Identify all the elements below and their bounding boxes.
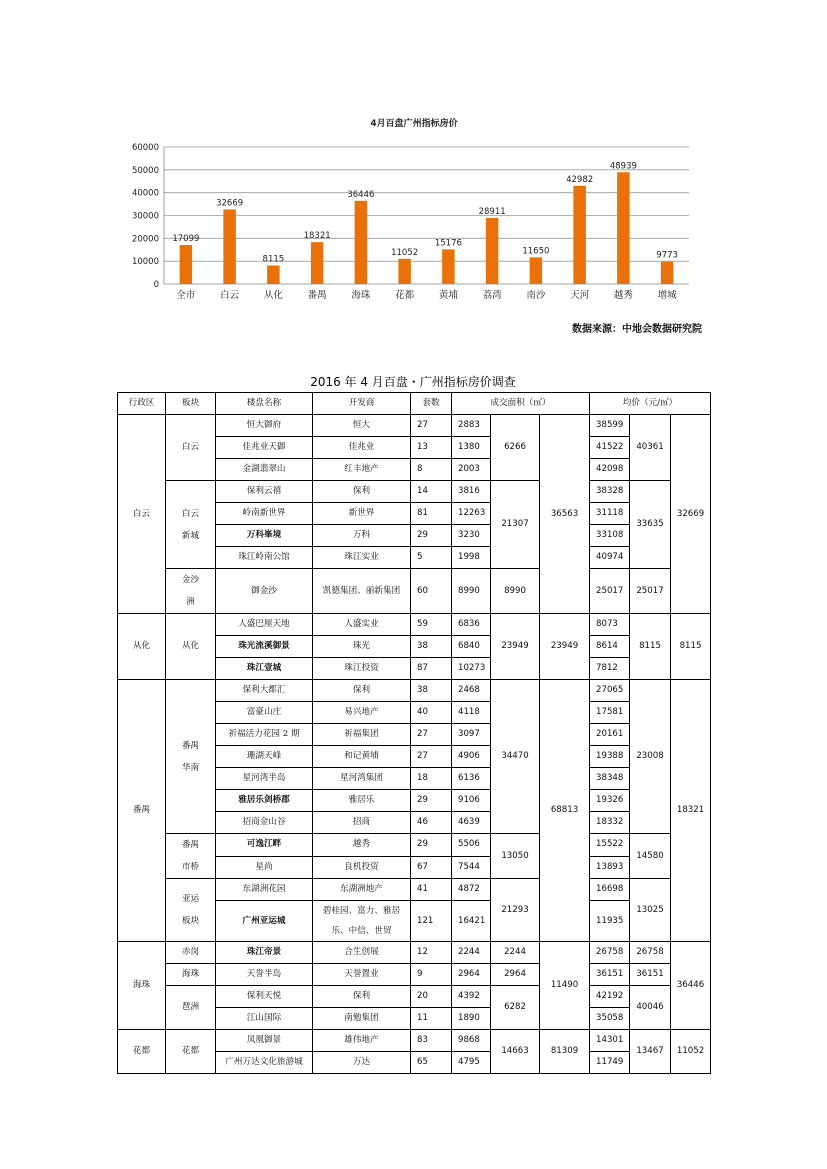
table-row: [118, 942, 711, 964]
x-tick-label: 海珠: [351, 290, 371, 300]
area-cell: 3230: [452, 525, 491, 547]
district-avg-cell: 36446: [671, 942, 711, 1030]
district-avg-cell: 8115: [671, 614, 711, 680]
price-cell: 38328: [590, 481, 630, 503]
project-name-cell: 珠光流溪御景: [216, 636, 313, 658]
project-name-cell: 珠江岭南公馆: [216, 547, 313, 569]
area-cell: 6136: [452, 768, 491, 790]
header-block: 板块: [166, 393, 216, 415]
units-cell: 121: [411, 901, 452, 942]
project-name-cell: 广州万达文化旅游城: [216, 1052, 313, 1074]
developer-cell: 雄伟地产: [313, 1030, 411, 1052]
area-cell: 2003: [452, 459, 491, 481]
area-cell: 16421: [452, 901, 491, 942]
block-area-cell: 2964: [491, 964, 540, 986]
x-tick-label: 越秀: [613, 290, 633, 300]
area-cell: 6840: [452, 636, 491, 658]
x-axis-ticks: [176, 289, 677, 300]
header-project: 楼盘名称: [216, 393, 313, 415]
developer-cell: 红丰地产: [313, 459, 411, 481]
developer-cell: 保利: [313, 680, 411, 702]
area-cell: 4906: [452, 746, 491, 768]
block-area-cell: 34470: [491, 680, 540, 834]
block-avg-cell: 36151: [630, 964, 671, 986]
project-name-cell: 万科峯境: [216, 525, 313, 547]
bar-value-label: 18321: [303, 231, 331, 242]
price-cell: 13893: [590, 856, 630, 879]
bar-value-label: 11650: [522, 246, 550, 257]
developer-cell: 东湖洲地产: [313, 879, 411, 901]
units-cell: 40: [411, 702, 452, 724]
block-cell: 琶洲: [166, 986, 216, 1030]
bar: [398, 259, 411, 284]
block-cell: 番禺市桥: [166, 834, 216, 879]
block-avg-cell: 26758: [630, 942, 671, 964]
project-name-cell: 珠江壹城: [216, 658, 313, 680]
area-cell: 2883: [452, 415, 491, 437]
block-area-cell: 6266: [491, 415, 540, 481]
block-avg-cell: 13467: [630, 1030, 671, 1074]
x-tick-label: 荔湾: [482, 290, 502, 300]
project-name-cell: 天誉半岛: [216, 964, 313, 986]
data-source-note: 数据来源：中地会数据研究院: [572, 324, 702, 335]
developer-cell: 万科: [313, 525, 411, 547]
table-row: [118, 964, 711, 986]
x-tick-label: 番禺: [307, 290, 327, 300]
area-cell: 5506: [452, 834, 491, 857]
price-cell: 17581: [590, 702, 630, 724]
project-name-cell: 保利大都汇: [216, 680, 313, 702]
developer-cell: 珠江投资: [313, 658, 411, 680]
price-survey-table: [117, 392, 711, 1074]
block-cell: 白云: [166, 415, 216, 481]
units-cell: 14: [411, 481, 452, 503]
project-name-cell: 招商金山谷: [216, 812, 313, 834]
block-area-cell: 13050: [491, 834, 540, 879]
x-tick-label: 白云: [220, 290, 240, 300]
area-cell: 6836: [452, 614, 491, 636]
units-cell: 29: [411, 790, 452, 812]
district-cell: 海珠: [118, 942, 166, 1030]
price-cell: 36151: [590, 964, 630, 986]
block-avg-cell: 8115: [630, 614, 671, 680]
area-cell: 1998: [452, 547, 491, 569]
table-row: [118, 834, 711, 857]
y-tick-label: 30000: [131, 211, 159, 222]
bar-value-label: 11052: [391, 247, 419, 258]
price-cell: 15522: [590, 834, 630, 857]
price-cell: 19388: [590, 746, 630, 768]
block-area-cell: 21293: [491, 879, 540, 942]
price-cell: 38348: [590, 768, 630, 790]
area-cell: 4392: [452, 986, 491, 1008]
project-name-cell: 东湖洲花园: [216, 879, 313, 901]
price-cell: 27065: [590, 680, 630, 702]
area-cell: 3097: [452, 724, 491, 746]
area-cell: 1890: [452, 1008, 491, 1030]
price-cell: 33108: [590, 525, 630, 547]
developer-cell: 越秀: [313, 834, 411, 857]
table-row: [118, 481, 711, 503]
units-cell: 67: [411, 856, 452, 879]
table-title: 2016 年 4 月百盘・广州指标房价调查: [310, 375, 516, 389]
bar-value-label: 17099: [172, 233, 200, 244]
project-name-cell: 雅居乐剑桥郡: [216, 790, 313, 812]
district-avg-cell: 11052: [671, 1030, 711, 1074]
price-cell: 41522: [590, 437, 630, 459]
units-cell: 38: [411, 636, 452, 658]
area-cell: 7544: [452, 856, 491, 879]
bar-value-label: 28911: [478, 206, 506, 217]
price-cell: 7812: [590, 658, 630, 680]
block-avg-cell: 23008: [630, 680, 671, 834]
units-cell: 60: [411, 569, 452, 614]
price-cell: 8614: [590, 636, 630, 658]
bar-chart: [0, 0, 827, 300]
units-cell: 11: [411, 1008, 452, 1030]
y-axis-ticks: [132, 143, 159, 290]
block-area-cell: 23949: [491, 614, 540, 680]
price-cell: 16698: [590, 879, 630, 901]
developer-cell: 万达: [313, 1052, 411, 1074]
price-cell: 26758: [590, 942, 630, 964]
project-name-cell: 凤凰御景: [216, 1030, 313, 1052]
header-developer: 开发商: [313, 393, 411, 415]
x-tick-label: 天河: [570, 290, 590, 300]
units-cell: 65: [411, 1052, 452, 1074]
project-name-cell: 星河湾半岛: [216, 768, 313, 790]
block-cell: 番禺华南: [166, 680, 216, 834]
table-row: [118, 614, 711, 636]
project-name-cell: 珊湖天峰: [216, 746, 313, 768]
bar-value-label: 15176: [434, 238, 462, 249]
block-avg-cell: 25017: [630, 569, 671, 614]
price-cell: 25017: [590, 569, 630, 614]
table-header-row: [118, 393, 711, 415]
x-tick-label: 黄埔: [438, 290, 458, 300]
area-cell: 2244: [452, 942, 491, 964]
project-name-cell: 保利云禧: [216, 481, 313, 503]
project-name-cell: 恒大御府: [216, 415, 313, 437]
bar: [267, 265, 280, 284]
area-cell: 10273: [452, 658, 491, 680]
bar: [617, 172, 630, 284]
project-name-cell: 富豪山庄: [216, 702, 313, 724]
area-cell: 4639: [452, 812, 491, 834]
bar: [573, 186, 586, 284]
bar-value-label: 36446: [347, 189, 375, 200]
block-cell: 花都: [166, 1030, 216, 1074]
units-cell: 9: [411, 964, 452, 986]
bar: [311, 242, 324, 284]
bar: [442, 249, 455, 284]
y-tick-label: 20000: [131, 234, 159, 245]
header-avg-price: 均价（元/㎡）: [590, 393, 711, 415]
district-cell: 从化: [118, 614, 166, 680]
price-cell: 40974: [590, 547, 630, 569]
block-avg-cell: 40046: [630, 986, 671, 1030]
developer-cell: 保利: [313, 481, 411, 503]
project-name-cell: 御金沙: [216, 569, 313, 614]
developer-cell: 南勉集团: [313, 1008, 411, 1030]
price-cell: 8073: [590, 614, 630, 636]
bar: [530, 257, 543, 284]
y-tick-label: 0: [153, 280, 159, 290]
bar-value-label: 9773: [656, 250, 678, 261]
developer-cell: 凯德集团、丽新集团: [313, 569, 411, 614]
price-cell: 11749: [590, 1052, 630, 1074]
block-cell: 从化: [166, 614, 216, 680]
price-cell: 19326: [590, 790, 630, 812]
bar-value-label: 42982: [566, 174, 594, 185]
units-cell: 27: [411, 746, 452, 768]
bar: [180, 245, 193, 284]
bar: [355, 201, 368, 284]
block-avg-cell: 40361: [630, 415, 671, 481]
x-tick-label: 全市: [176, 290, 196, 300]
area-cell: 4872: [452, 879, 491, 901]
project-name-cell: 祈福活力花园 2 期: [216, 724, 313, 746]
units-cell: 27: [411, 415, 452, 437]
developer-cell: 保利: [313, 986, 411, 1008]
x-tick-label: 南沙: [526, 290, 546, 300]
developer-cell: 天誉置业: [313, 964, 411, 986]
area-cell: 4795: [452, 1052, 491, 1074]
table-row: [118, 569, 711, 614]
units-cell: 38: [411, 680, 452, 702]
y-tick-label: 40000: [131, 188, 159, 199]
units-cell: 29: [411, 525, 452, 547]
x-tick-label: 增城: [657, 290, 677, 300]
block-area-cell: 6282: [491, 986, 540, 1030]
price-cell: 31118: [590, 503, 630, 525]
block-avg-cell: 33635: [630, 481, 671, 569]
project-name-cell: 江山国际: [216, 1008, 313, 1030]
area-cell: 12263: [452, 503, 491, 525]
district-cell: 白云: [118, 415, 166, 614]
district-cell: 花都: [118, 1030, 166, 1074]
developer-cell: 祈福集团: [313, 724, 411, 746]
bar-value-label: 8115: [262, 254, 285, 265]
developer-cell: 良机投资: [313, 856, 411, 879]
price-cell: 35058: [590, 1008, 630, 1030]
bar-value-label: 48939: [609, 161, 637, 172]
project-name-cell: 岭南新世界: [216, 503, 313, 525]
block-area-cell: 8990: [491, 569, 540, 614]
units-cell: 41: [411, 879, 452, 901]
price-cell: 42098: [590, 459, 630, 481]
project-name-cell: 佳兆业天御: [216, 437, 313, 459]
y-tick-label: 10000: [131, 257, 159, 268]
units-cell: 87: [411, 658, 452, 680]
x-tick-label: 从化: [263, 290, 283, 300]
x-tick-label: 花都: [395, 290, 415, 300]
bar: [661, 262, 674, 284]
table-row: [118, 415, 711, 437]
block-area-cell: 2244: [491, 942, 540, 964]
project-name-cell: 金湖翡翠山: [216, 459, 313, 481]
units-cell: 81: [411, 503, 452, 525]
units-cell: 83: [411, 1030, 452, 1052]
units-cell: 27: [411, 724, 452, 746]
block-avg-cell: 14580: [630, 834, 671, 879]
chart-title: 4月百盘广州指标房价: [370, 119, 458, 129]
table-row: [118, 986, 711, 1008]
area-cell: 9868: [452, 1030, 491, 1052]
units-cell: 8: [411, 459, 452, 481]
district-area-cell: 36563: [540, 415, 590, 614]
units-cell: 5: [411, 547, 452, 569]
district-area-cell: 81309: [540, 1030, 590, 1074]
district-avg-cell: 18321: [671, 680, 711, 942]
project-name-cell: 人盛巴厘天地: [216, 614, 313, 636]
district-avg-cell: 32669: [671, 415, 711, 614]
area-cell: 2468: [452, 680, 491, 702]
area-cell: 9106: [452, 790, 491, 812]
district-area-cell: 23949: [540, 614, 590, 680]
block-cell: 亚运板块: [166, 879, 216, 942]
developer-cell: 招商: [313, 812, 411, 834]
chart-data-labels: [172, 161, 678, 264]
developer-cell: 和记黄埔: [313, 746, 411, 768]
table-row: [118, 879, 711, 901]
developer-cell: 恒大: [313, 415, 411, 437]
units-cell: 46: [411, 812, 452, 834]
block-cell: 金沙洲: [166, 569, 216, 614]
project-name-cell: 星尚: [216, 856, 313, 879]
developer-cell: 雅居乐: [313, 790, 411, 812]
area-cell: 2964: [452, 964, 491, 986]
area-cell: 4118: [452, 702, 491, 724]
price-cell: 42192: [590, 986, 630, 1008]
developer-cell: 珠光: [313, 636, 411, 658]
project-name-cell: 广州亚运城: [216, 901, 313, 942]
units-cell: 20: [411, 986, 452, 1008]
price-cell: 14301: [590, 1030, 630, 1052]
chart-bars: [180, 172, 674, 284]
developer-cell: 合生创展: [313, 942, 411, 964]
table-row: [118, 1030, 711, 1052]
district-cell: 番禺: [118, 680, 166, 942]
block-cell: 赤岗: [166, 942, 216, 964]
units-cell: 59: [411, 614, 452, 636]
block-area-cell: 21307: [491, 481, 540, 569]
block-area-cell: 14663: [491, 1030, 540, 1074]
units-cell: 29: [411, 834, 452, 857]
area-cell: 3816: [452, 481, 491, 503]
developer-cell: 星河湾集团: [313, 768, 411, 790]
block-avg-cell: 13025: [630, 879, 671, 942]
developer-cell: 碧桂园、富力、雅居乐、中信、世贸: [313, 901, 411, 942]
price-cell: 20161: [590, 724, 630, 746]
bar: [486, 218, 499, 284]
units-cell: 12: [411, 942, 452, 964]
bar-value-label: 32669: [216, 198, 244, 209]
project-name-cell: 保利天悦: [216, 986, 313, 1008]
price-cell: 38599: [590, 415, 630, 437]
area-cell: 8990: [452, 569, 491, 614]
header-district: 行政区: [118, 393, 166, 415]
price-cell: 18332: [590, 812, 630, 834]
project-name-cell: 珠江帝景: [216, 942, 313, 964]
units-cell: 13: [411, 437, 452, 459]
district-area-cell: 68813: [540, 680, 590, 942]
bar: [223, 209, 236, 284]
developer-cell: 新世界: [313, 503, 411, 525]
developer-cell: 易兴地产: [313, 702, 411, 724]
developer-cell: 佳兆业: [313, 437, 411, 459]
y-tick-label: 60000: [131, 143, 159, 153]
project-name-cell: 可逸江畔: [216, 834, 313, 857]
header-units: 套数: [411, 393, 452, 415]
block-cell: 海珠: [166, 964, 216, 986]
y-tick-label: 50000: [131, 165, 159, 176]
district-area-cell: 11490: [540, 942, 590, 1030]
block-cell: 白云新城: [166, 481, 216, 569]
developer-cell: 珠江实业: [313, 547, 411, 569]
table-row: [118, 680, 711, 702]
developer-cell: 人盛实业: [313, 614, 411, 636]
price-cell: 11935: [590, 901, 630, 942]
area-cell: 1380: [452, 437, 491, 459]
header-area: 成交面积（㎡）: [452, 393, 590, 415]
units-cell: 18: [411, 768, 452, 790]
table-body: [118, 415, 711, 1074]
